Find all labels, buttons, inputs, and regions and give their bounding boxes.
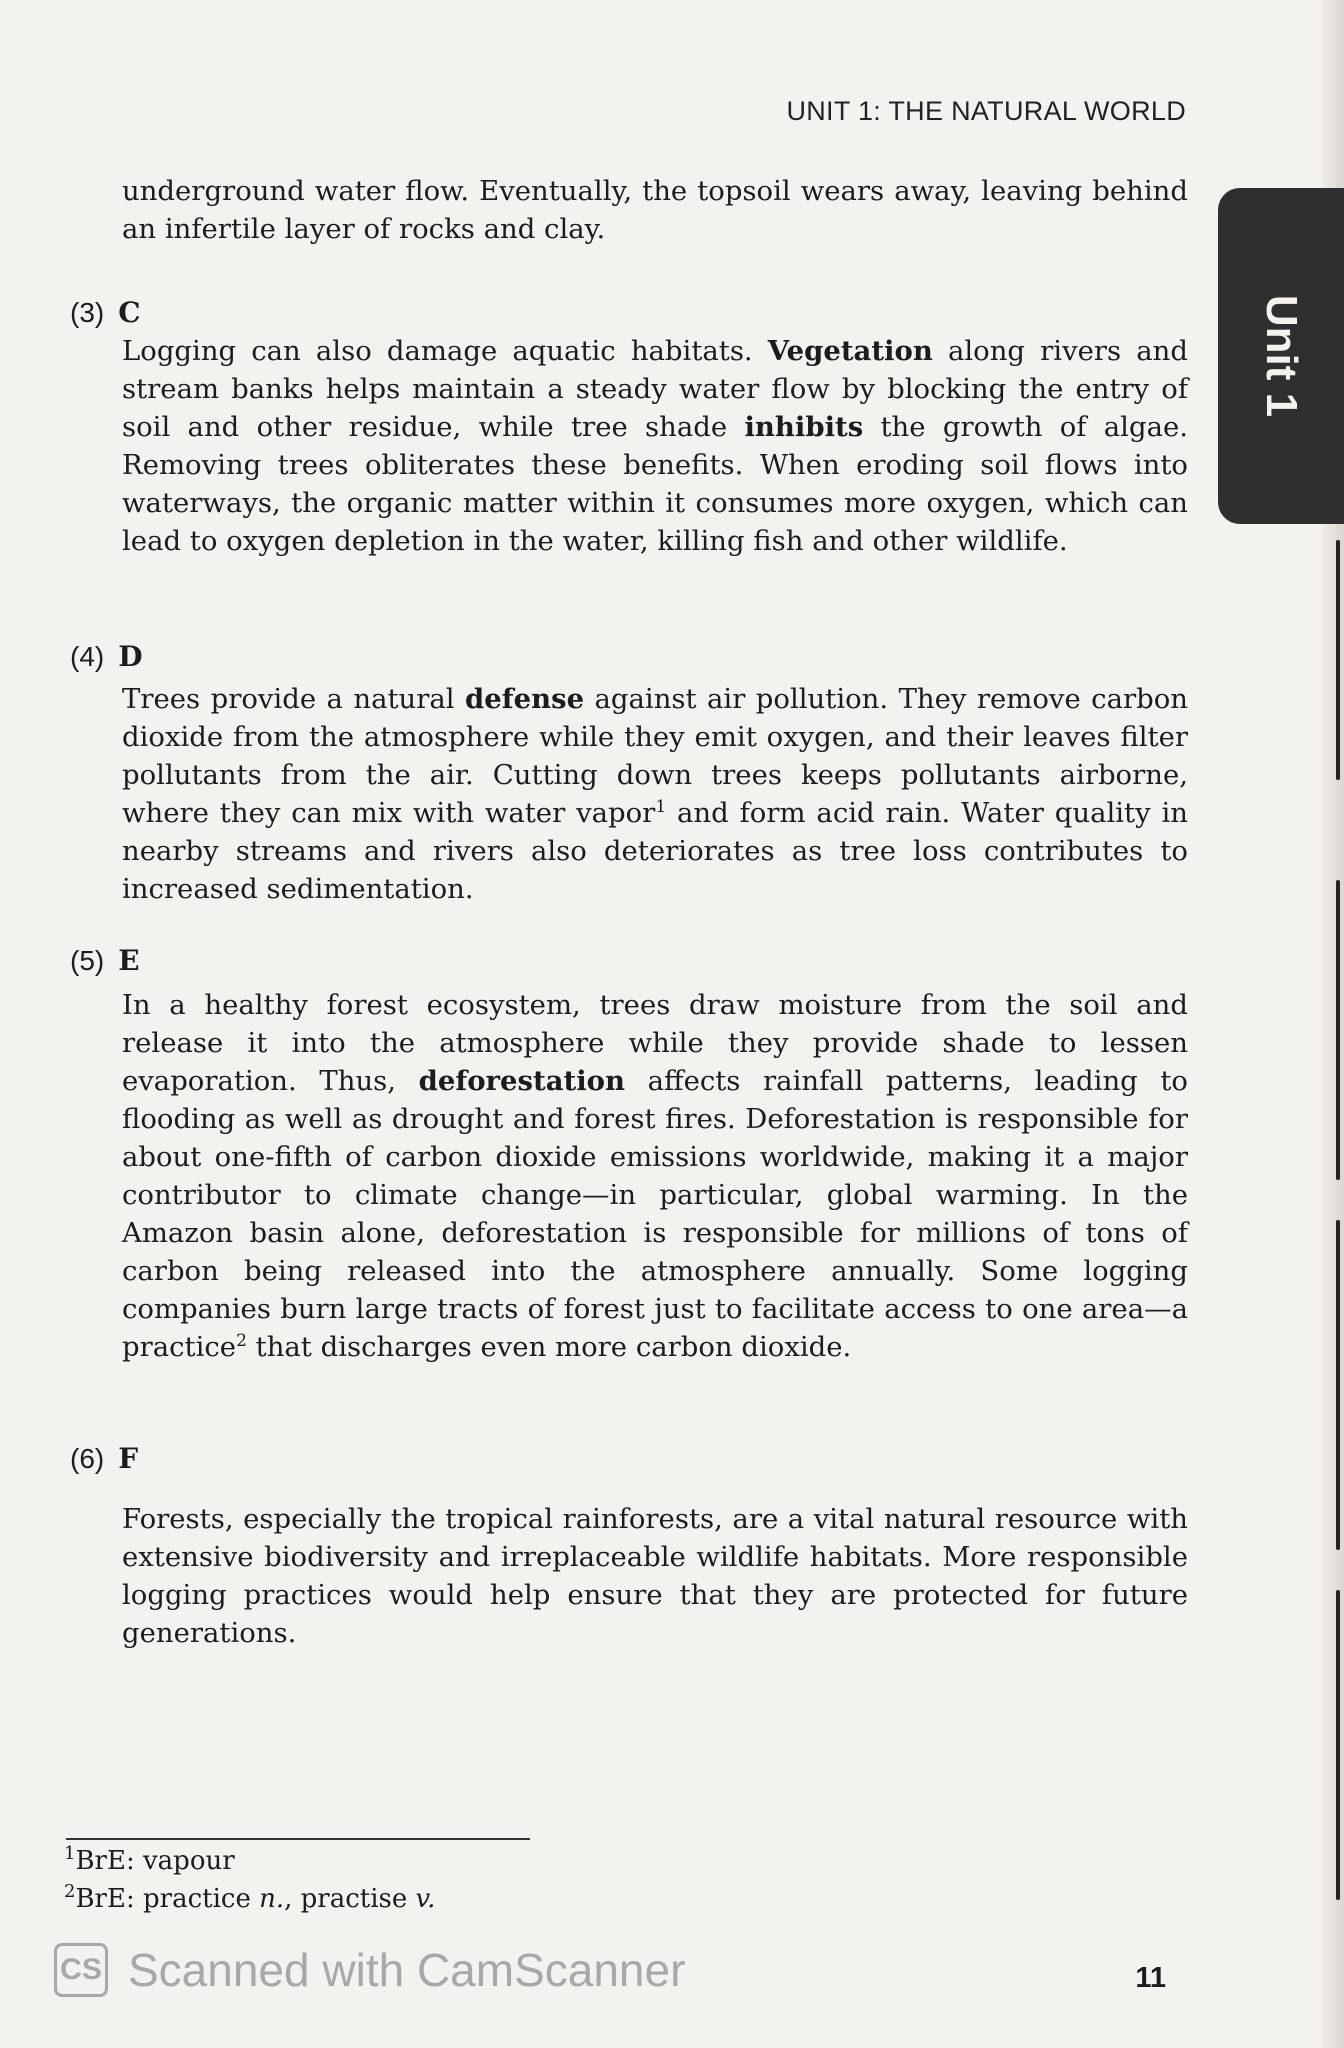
section-letter: C	[118, 296, 141, 329]
intro-paragraph: underground water flow. Eventually, the topsoil wears away, leaving behind an infertile layer of rocks and clay.	[122, 175, 1188, 245]
section-letter: E	[118, 944, 140, 977]
section-paragraph: Forests, especially the tropical rainforests, are a vital natural resource with extensive biodiversity and irreplaceable wildlife habitats. More responsible logging practices would help ensure that they are protected for future generations.	[122, 1503, 1188, 1649]
footnote-marker: 1	[655, 796, 667, 817]
section-paragraph: Logging can also damage aquatic habitats. Vegetation along rivers and stream banks helps maintain a steady water flow by blocking the entry of soil and other residue, while tree shade inhibits the growth of algae. Removing trees obliterates these benefits. When eroding soil flows into waterways, the organic matter within it consumes more oxygen, which can lead to oxygen depletion in the water, killing fish and other wildlife.	[122, 335, 1188, 557]
edge-mark	[1336, 1590, 1340, 1900]
running-head: UNIT 1: THE NATURAL WORLD	[786, 96, 1186, 126]
vocabulary-word: inhibits	[744, 411, 864, 443]
vocabulary-word: Vegetation	[767, 335, 933, 367]
footnote-mark: 2	[64, 1881, 76, 1902]
camscanner-watermark	[54, 1940, 685, 2000]
section-heading	[70, 640, 143, 673]
section-letter: D	[118, 640, 143, 673]
edge-mark	[1336, 1220, 1340, 1550]
footnote: $^1$BrE: vapour	[64, 1843, 235, 1876]
footnote-marker: 2	[236, 1330, 247, 1351]
section-number: (5)	[70, 945, 105, 976]
page-number: 11	[1135, 1962, 1166, 1994]
footnote-mark: 1	[64, 1843, 76, 1864]
camscanner-logo-icon: CS	[54, 1943, 108, 1997]
watermark-text: Scanned with CamScanner	[128, 1944, 686, 1996]
section-number: (4)	[70, 641, 105, 672]
section-letter: F	[118, 1442, 139, 1475]
section-paragraph: Trees provide a natural defense against air pollution. They remove carbon dioxide from the atmosphere while they emit oxygen, and their leaves filter pollutants from the air. Cutting down trees keeps pollutants airborne, where they can mix with water vapor$^1$ and form acid rain. Water quality in nearby streams and rivers also deteriorates as tree loss contributes to increased sedimentation.	[122, 683, 1189, 905]
section-number: (3)	[70, 297, 105, 328]
edge-mark	[1336, 880, 1340, 1180]
unit-tab-label: Unit 1	[1257, 294, 1306, 418]
unit-tab	[1218, 188, 1344, 524]
footnote-rule	[66, 1838, 530, 1840]
vocabulary-word: defense	[465, 683, 585, 715]
section-paragraph: In a healthy forest ecosystem, trees draw moisture from the soil and release it into the atmosphere while they provide shade to lessen evaporation. Thus, deforestation affects rainfall patterns, leading to flooding as well as drought and forest fires. Deforestation is responsible for about one-fifth of carbon dioxide emissions worldwide, making it a major contributor to climate change—in particular, global warming. In the Amazon basin alone, deforestation is responsible for millions of tons of carbon being released into the atmosphere annually. Some logging companies burn large tracts of forest just to facilitate access to one area—a practice$^2$ that discharges even more carbon dioxide.	[122, 989, 1188, 1363]
footnote: $^2$BrE: practice n., practise v.	[64, 1881, 436, 1914]
section-heading	[70, 944, 140, 977]
vocabulary-word: deforestation	[418, 1065, 626, 1097]
edge-mark	[1336, 540, 1340, 780]
section-heading	[70, 1442, 138, 1475]
section-number: (6)	[70, 1443, 105, 1474]
section-heading	[70, 296, 141, 329]
